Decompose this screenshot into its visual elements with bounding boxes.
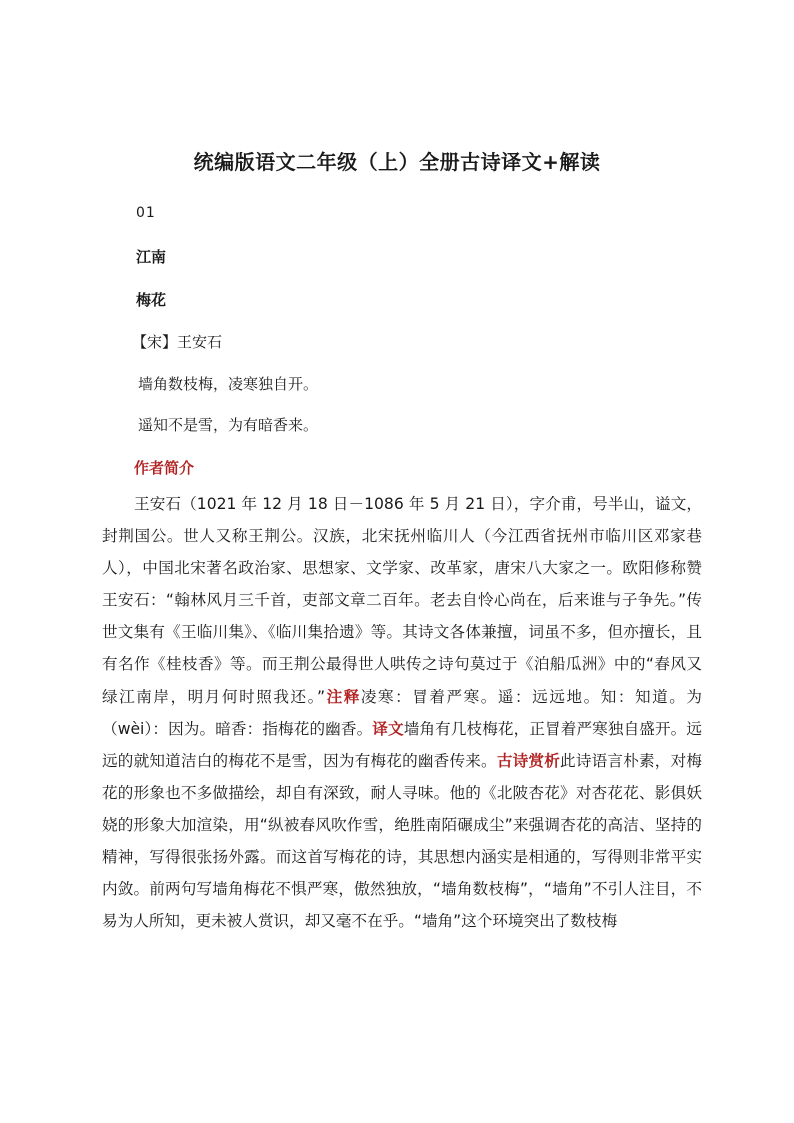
notes-text: 凌寒：冒着严寒。遥：远远地。知：知道。为（wèi）：因为。暗香：指梅花的幽香。 (102, 687, 702, 738)
author-intro-heading: 作者简介 (134, 459, 195, 477)
translation-label: 译文 (372, 719, 404, 738)
translation-text: 墙角有几枝梅花，正冒着严寒独自盛开。远远的就知道洁白的梅花不是雪，因为有梅花的幽香传来。 (102, 719, 702, 770)
poem-verse-2: 遥知不是雪，为有暗香来。 (138, 416, 319, 434)
poem-verse-1: 墙角数枝梅，凌寒独自开。 (138, 375, 319, 393)
author-intro-text: 王安石（1021 年 12 月 18 日－1086 年 5 月 21 日），字介甫，号半山，谥文，封荆国公。世人又称王荆公。汉族，北宋抚州临川人（今江西省抚州市临川区邓家巷人），中国北宋著名政治家、思想家、文学家、改革家，唐宋八大家之一。欧阳修称赞王安石：“翰林风月三千首，吏部文章二百年。老去自怜心尚在，后来谁与子争先。”传世文集有《王临川集》、《临川集拾遗》等。其诗文各体兼擅，词虽不多，但亦擅长，且有名作《桂枝香》等。而王荆公最得世人哄传之诗句莫过于《泊船瓜洲》中的“春风又绿江南岸，明月何时照我还。” (102, 495, 702, 706)
poem-author: 【宋】王安石 (132, 333, 223, 351)
appreciation-label: 古诗赏析 (496, 751, 561, 770)
body-paragraph (102, 488, 702, 937)
section-heading: 江南 (136, 248, 167, 266)
section-number: 01 (136, 205, 156, 221)
notes-label: 注释 (325, 687, 361, 706)
poem-title: 梅花 (136, 291, 167, 309)
page-title: 统编版语文二年级（上）全册古诗译文+解读 (193, 150, 601, 174)
appreciation-text: 此诗语言朴素，对梅花的形象也不多做描绘，却自有深致，耐人寻味。他的《北陂杏花》对杏花花、影俱妖娆的形象大加渲染，用“纵被春风吹作雪，绝胜南陌碾成尘”来强调杏花的高洁、坚持的精神，写得很张扬外露。而这首写梅花的诗，其思想内涵实是相通的，写得则非常平实内敛。前两句写墙角梅花不惧严寒，傲然独放，“墙角数枝梅”，“墙角”不引人注目，不易为人所知，更未被人赏识，却又毫不在乎。“墙角”这个环境突出了数枝梅 (102, 751, 702, 931)
